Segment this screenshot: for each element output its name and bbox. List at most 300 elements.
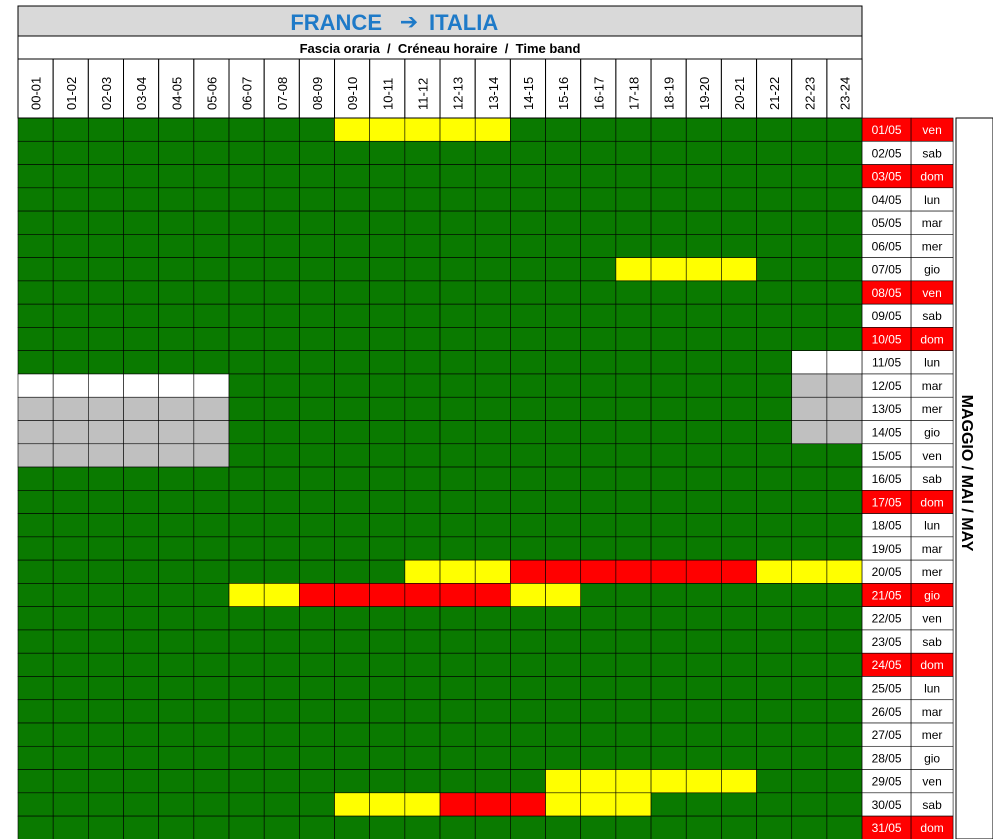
weekday-label: dom <box>920 169 944 184</box>
time-band-cell <box>159 421 194 444</box>
time-band-cell <box>335 490 370 513</box>
time-band-cell <box>124 816 159 839</box>
time-band-cell <box>229 607 264 630</box>
time-band-cell <box>686 444 721 467</box>
time-band-cell <box>18 514 53 537</box>
time-band-cell <box>299 630 334 653</box>
time-band-cell <box>264 723 299 746</box>
time-band-cell <box>475 444 510 467</box>
time-band-cell <box>721 281 756 304</box>
time-band-cell <box>546 421 581 444</box>
time-band-cell <box>651 374 686 397</box>
time-band-cell <box>229 258 264 281</box>
time-band-cell <box>827 607 862 630</box>
time-band-cell <box>651 188 686 211</box>
time-band-cell <box>792 537 827 560</box>
time-band-cell <box>475 258 510 281</box>
weekday-label: lun <box>924 681 941 696</box>
time-band-cell <box>299 304 334 327</box>
time-band-cell <box>370 723 405 746</box>
time-band-cell <box>792 770 827 793</box>
time-band-cell <box>229 630 264 653</box>
time-band-cell <box>194 770 229 793</box>
date-label: 10/05 <box>871 332 902 347</box>
weekday-label: sab <box>922 472 942 487</box>
time-band-cell <box>651 653 686 676</box>
time-band-cell <box>88 560 123 583</box>
time-band-cell <box>686 467 721 490</box>
time-band-cell <box>124 583 159 606</box>
time-band-cell <box>440 514 475 537</box>
time-band-cell <box>18 467 53 490</box>
time-band-cell <box>264 397 299 420</box>
time-band-cell <box>651 211 686 234</box>
hour-tick-label: 18-19 <box>661 76 677 110</box>
time-band-cell <box>546 258 581 281</box>
time-band-cell <box>18 234 53 257</box>
time-band-cell <box>581 141 616 164</box>
time-band-cell <box>299 560 334 583</box>
time-band-cell <box>546 746 581 769</box>
hour-tick-label: 12-13 <box>450 76 466 110</box>
time-band-cell <box>581 676 616 699</box>
time-band-cell <box>264 630 299 653</box>
time-band-cell <box>686 630 721 653</box>
time-band-cell <box>792 304 827 327</box>
time-band-cell <box>159 374 194 397</box>
time-band-cell <box>616 514 651 537</box>
time-band-cell <box>651 537 686 560</box>
time-band-cell <box>686 421 721 444</box>
time-band-cell <box>335 304 370 327</box>
time-band-cell <box>299 746 334 769</box>
time-band-cell <box>229 141 264 164</box>
time-band-cell <box>792 746 827 769</box>
time-band-cell <box>194 723 229 746</box>
time-band-cell <box>335 723 370 746</box>
time-band-cell <box>686 583 721 606</box>
time-band-cell <box>370 421 405 444</box>
time-band-cell <box>475 700 510 723</box>
time-band-cell <box>88 770 123 793</box>
time-band-cell <box>827 630 862 653</box>
time-band-cell <box>510 258 545 281</box>
weekday-label: mar <box>921 704 943 719</box>
time-band-cell <box>616 607 651 630</box>
time-band-cell <box>440 258 475 281</box>
time-band-cell <box>510 421 545 444</box>
time-band-cell <box>651 770 686 793</box>
time-band-cell <box>229 676 264 699</box>
time-band-cell <box>88 816 123 839</box>
time-band-cell <box>546 304 581 327</box>
time-band-cell <box>370 490 405 513</box>
time-band-cell <box>18 793 53 816</box>
time-band-cell <box>299 770 334 793</box>
weekday-label: lun <box>924 355 941 370</box>
time-band-cell <box>264 374 299 397</box>
time-band-cell <box>18 816 53 839</box>
time-band-cell <box>651 490 686 513</box>
time-band-cell <box>229 583 264 606</box>
time-band-cell <box>827 583 862 606</box>
hour-tick-label: 20-21 <box>731 76 747 110</box>
date-label: 09/05 <box>871 309 902 324</box>
time-band-cell <box>88 258 123 281</box>
date-label: 28/05 <box>871 751 902 766</box>
time-band-cell <box>546 188 581 211</box>
time-band-cell <box>475 793 510 816</box>
time-band-cell <box>18 118 53 141</box>
time-band-cell <box>335 397 370 420</box>
time-band-cell <box>53 630 88 653</box>
time-band-cell <box>546 770 581 793</box>
time-band-cell <box>405 374 440 397</box>
time-band-cell <box>405 816 440 839</box>
time-band-cell <box>686 700 721 723</box>
time-band-cell <box>18 676 53 699</box>
time-band-cell <box>827 211 862 234</box>
time-band-cell <box>440 793 475 816</box>
time-band-cell <box>194 351 229 374</box>
time-band-cell <box>370 444 405 467</box>
time-band-cell <box>229 723 264 746</box>
time-band-cell <box>792 281 827 304</box>
time-band-cell <box>405 258 440 281</box>
time-band-cell <box>53 653 88 676</box>
time-band-cell <box>335 281 370 304</box>
time-band-cell <box>581 514 616 537</box>
time-band-cell <box>405 630 440 653</box>
time-band-cell <box>440 467 475 490</box>
time-band-cell <box>229 653 264 676</box>
time-band-cell <box>159 723 194 746</box>
time-band-cell <box>124 723 159 746</box>
time-band-cell <box>124 607 159 630</box>
time-band-cell <box>159 746 194 769</box>
time-band-cell <box>370 607 405 630</box>
time-band-cell <box>229 700 264 723</box>
time-band-cell <box>53 141 88 164</box>
time-band-cell <box>335 211 370 234</box>
time-band-cell <box>124 421 159 444</box>
time-band-cell <box>299 583 334 606</box>
weekday-label: ven <box>922 285 942 300</box>
time-band-cell <box>546 165 581 188</box>
time-band-cell <box>405 700 440 723</box>
date-label: 08/05 <box>871 285 902 300</box>
date-label: 15/05 <box>871 448 902 463</box>
time-band-cell <box>335 700 370 723</box>
time-band-cell <box>88 165 123 188</box>
time-band-cell <box>686 560 721 583</box>
hour-tick-label: 09-10 <box>345 76 361 110</box>
time-band-cell <box>475 421 510 444</box>
time-band-cell <box>335 770 370 793</box>
time-band-cell <box>53 607 88 630</box>
time-band-cell <box>721 583 756 606</box>
time-band-cell <box>264 490 299 513</box>
time-band-cell <box>194 630 229 653</box>
time-band-cell <box>792 560 827 583</box>
date-label: 01/05 <box>871 123 902 137</box>
time-band-cell <box>159 700 194 723</box>
time-band-cell <box>299 234 334 257</box>
time-band-cell <box>370 467 405 490</box>
time-band-cell <box>405 537 440 560</box>
time-band-cell <box>53 490 88 513</box>
time-band-cell <box>194 421 229 444</box>
time-band-cell <box>686 281 721 304</box>
time-band-cell <box>757 327 792 350</box>
time-band-cell <box>370 700 405 723</box>
time-band-cell <box>405 281 440 304</box>
time-band-cell <box>299 141 334 164</box>
time-band-cell <box>792 165 827 188</box>
time-band-cell <box>335 816 370 839</box>
time-band-cell <box>53 327 88 350</box>
time-band-cell <box>581 560 616 583</box>
weekday-label: dom <box>920 332 944 347</box>
hour-tick-label: 08-09 <box>309 76 325 110</box>
time-band-cell <box>510 676 545 699</box>
time-band-cell <box>405 723 440 746</box>
time-band-cell <box>686 607 721 630</box>
time-band-cell <box>264 234 299 257</box>
time-band-cell <box>159 676 194 699</box>
time-band-cell <box>721 490 756 513</box>
time-band-cell <box>335 514 370 537</box>
time-band-cell <box>124 770 159 793</box>
time-band-cell <box>686 490 721 513</box>
time-band-cell <box>53 118 88 141</box>
time-band-cell <box>792 141 827 164</box>
hour-tick-label: 16-17 <box>591 76 607 110</box>
weekday-label: gio <box>924 262 941 277</box>
time-band-cell <box>370 327 405 350</box>
time-band-cell <box>159 165 194 188</box>
time-band-cell <box>792 188 827 211</box>
time-band-cell <box>475 327 510 350</box>
time-band-cell <box>88 211 123 234</box>
time-band-cell <box>53 351 88 374</box>
time-band-cell <box>405 397 440 420</box>
time-band-cell <box>721 537 756 560</box>
time-band-cell <box>405 351 440 374</box>
time-band-cell <box>159 490 194 513</box>
time-band-cell <box>686 304 721 327</box>
time-band-cell <box>88 141 123 164</box>
time-band-cell <box>827 118 862 141</box>
time-band-cell <box>581 397 616 420</box>
time-band-cell <box>721 816 756 839</box>
time-band-cell <box>88 490 123 513</box>
hour-tick-label: 01-02 <box>63 76 79 110</box>
time-band-cell <box>475 816 510 839</box>
time-band-cell <box>581 583 616 606</box>
time-band-cell <box>510 514 545 537</box>
time-band-cell <box>651 514 686 537</box>
time-band-cell <box>194 467 229 490</box>
time-band-cell <box>686 816 721 839</box>
time-band-cell <box>721 234 756 257</box>
time-band-cell <box>194 327 229 350</box>
time-band-cell <box>299 537 334 560</box>
time-band-cell <box>405 793 440 816</box>
time-band-cell <box>546 700 581 723</box>
time-band-cell <box>721 211 756 234</box>
time-band-cell <box>18 723 53 746</box>
time-band-cell <box>440 421 475 444</box>
title-destination: ITALIA <box>429 10 499 35</box>
time-band-cell <box>264 583 299 606</box>
time-band-cell <box>792 421 827 444</box>
time-band-cell <box>53 234 88 257</box>
time-band-cell <box>440 770 475 793</box>
time-band-cell <box>124 490 159 513</box>
time-band-cell <box>194 165 229 188</box>
time-band-cell <box>581 304 616 327</box>
time-band-cell <box>475 583 510 606</box>
time-band-cell <box>194 141 229 164</box>
time-band-cell <box>405 211 440 234</box>
time-band-cell <box>510 467 545 490</box>
time-band-cell <box>581 281 616 304</box>
time-band-cell <box>264 258 299 281</box>
time-band-cell <box>18 421 53 444</box>
time-band-cell <box>546 211 581 234</box>
time-band-cell <box>792 444 827 467</box>
time-band-cell <box>335 327 370 350</box>
date-label: 22/05 <box>871 611 902 626</box>
time-band-cell <box>757 467 792 490</box>
time-band-cell <box>264 770 299 793</box>
time-band-cell <box>475 653 510 676</box>
time-band-cell <box>370 258 405 281</box>
time-band-cell <box>264 188 299 211</box>
time-band-cell <box>475 397 510 420</box>
time-band-cell <box>229 816 264 839</box>
time-band-cell <box>229 770 264 793</box>
time-band-cell <box>510 234 545 257</box>
weekday-label: mer <box>921 565 943 580</box>
time-band-cell <box>18 444 53 467</box>
time-band-cell <box>194 188 229 211</box>
date-label: 26/05 <box>871 704 902 719</box>
weekday-label: gio <box>924 425 941 440</box>
time-band-cell <box>124 165 159 188</box>
time-band-cell <box>370 234 405 257</box>
hour-tick-label: 04-05 <box>169 76 185 110</box>
time-band-cell <box>510 793 545 816</box>
time-band-cell <box>792 653 827 676</box>
time-band-cell <box>159 630 194 653</box>
time-band-cell <box>510 583 545 606</box>
time-band-cell <box>721 118 756 141</box>
time-band-cell <box>18 770 53 793</box>
time-band-cell <box>616 397 651 420</box>
time-band-cell <box>757 258 792 281</box>
time-band-cell <box>757 770 792 793</box>
time-band-cell <box>53 444 88 467</box>
time-band-cell <box>616 188 651 211</box>
time-band-cell <box>18 537 53 560</box>
time-band-cell <box>335 165 370 188</box>
time-band-cell <box>616 746 651 769</box>
weekday-label: mar <box>921 216 943 231</box>
time-band-cell <box>792 351 827 374</box>
time-band-cell <box>229 793 264 816</box>
time-band-cell <box>792 374 827 397</box>
time-band-cell <box>53 421 88 444</box>
time-band-cell <box>194 514 229 537</box>
time-band-cell <box>53 188 88 211</box>
time-band-cell <box>88 723 123 746</box>
time-band-cell <box>229 514 264 537</box>
date-label: 14/05 <box>871 425 902 440</box>
date-label: 29/05 <box>871 774 902 789</box>
time-band-cell <box>18 141 53 164</box>
time-band-cell <box>616 700 651 723</box>
time-band-cell <box>229 467 264 490</box>
time-band-cell <box>757 746 792 769</box>
time-band-cell <box>159 234 194 257</box>
time-band-cell <box>370 746 405 769</box>
time-band-cell <box>440 281 475 304</box>
time-band-cell <box>475 351 510 374</box>
time-band-cell <box>335 444 370 467</box>
time-band-cell <box>686 770 721 793</box>
weekday-label: sab <box>922 309 942 324</box>
weekday-label: ven <box>922 611 942 626</box>
date-label: 27/05 <box>871 728 902 743</box>
time-band-cell <box>335 607 370 630</box>
date-label: 11/05 <box>872 355 902 370</box>
time-band-cell <box>475 118 510 141</box>
time-band-cell <box>827 816 862 839</box>
time-band-cell <box>53 537 88 560</box>
time-band-cell <box>440 607 475 630</box>
date-label: 05/05 <box>871 216 902 231</box>
time-band-cell <box>581 188 616 211</box>
time-band-cell <box>757 397 792 420</box>
weekday-label: ven <box>922 448 942 463</box>
time-band-cell <box>405 444 440 467</box>
time-band-cell <box>370 583 405 606</box>
time-band-cell <box>194 374 229 397</box>
time-band-cell <box>370 351 405 374</box>
time-band-cell <box>440 816 475 839</box>
time-band-cell <box>194 676 229 699</box>
time-band-cell <box>159 141 194 164</box>
time-band-cell <box>510 700 545 723</box>
time-band-cell <box>475 281 510 304</box>
weekday-label: dom <box>920 821 944 836</box>
time-band-cell <box>88 676 123 699</box>
time-band-cell <box>721 653 756 676</box>
time-band-cell <box>53 374 88 397</box>
time-band-subtitle: Fascia oraria / Créneau horaire / Time band <box>299 41 581 56</box>
time-band-cell <box>651 397 686 420</box>
time-band-cell <box>264 467 299 490</box>
weekday-label: lun <box>924 192 941 207</box>
time-band-cell <box>229 281 264 304</box>
time-band-cell <box>581 793 616 816</box>
time-band-cell <box>581 537 616 560</box>
time-band-cell <box>792 700 827 723</box>
date-label: 21/05 <box>871 588 902 603</box>
weekday-label: ven <box>922 774 942 789</box>
